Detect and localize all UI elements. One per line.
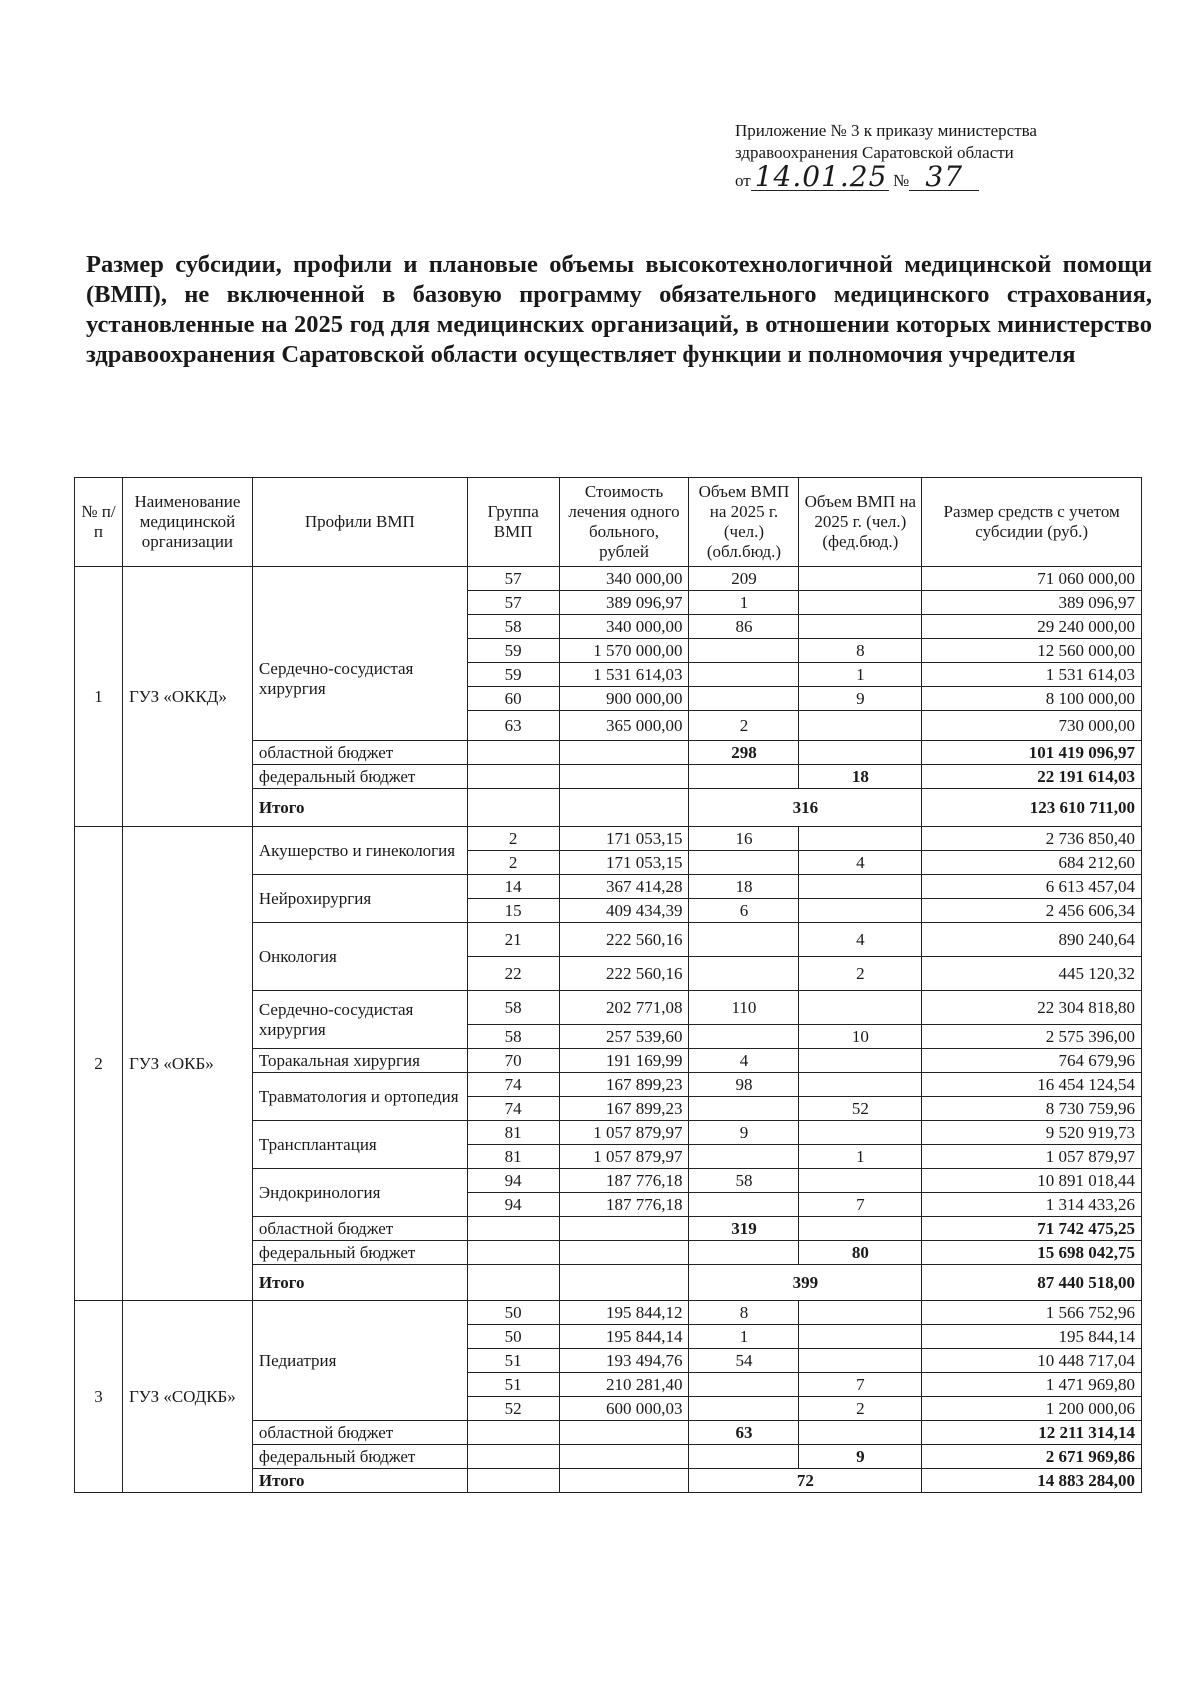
federal-amount: 22 191 614,03 xyxy=(922,765,1142,789)
regional-total: 63 xyxy=(689,1421,799,1445)
header-group: Группа ВМП xyxy=(467,478,559,567)
profile-name: Акушерство и гинекология xyxy=(252,827,467,875)
amount-cell: 2 736 850,40 xyxy=(922,827,1142,851)
volume-federal-cell xyxy=(799,1073,922,1097)
amount-cell: 8 730 759,96 xyxy=(922,1097,1142,1121)
volume-regional-cell xyxy=(689,1193,799,1217)
cost-cell: 257 539,60 xyxy=(559,1025,689,1049)
group-cell: 50 xyxy=(467,1301,559,1325)
volume-regional-cell: 1 xyxy=(689,591,799,615)
cost-cell: 1 057 879,97 xyxy=(559,1145,689,1169)
volume-regional-cell: 98 xyxy=(689,1073,799,1097)
group-cell: 57 xyxy=(467,567,559,591)
amount-cell: 10 891 018,44 xyxy=(922,1169,1142,1193)
amount-cell: 1 471 969,80 xyxy=(922,1373,1142,1397)
regional-budget-label: областной бюджет xyxy=(252,1217,467,1241)
amount-cell: 684 212,60 xyxy=(922,851,1142,875)
volume-federal-cell: 4 xyxy=(799,923,922,957)
cost-cell: 167 899,23 xyxy=(559,1097,689,1121)
header-volume-regional: Объем ВМП на 2025 г. (чел.) (обл.бюд.) xyxy=(689,478,799,567)
volume-federal-cell xyxy=(799,1121,922,1145)
volume-federal-cell xyxy=(799,1049,922,1073)
volume-regional-cell: 4 xyxy=(689,1049,799,1073)
total-volume: 399 xyxy=(689,1265,922,1301)
total-amount: 123 610 711,00 xyxy=(922,789,1142,827)
group-cell: 15 xyxy=(467,899,559,923)
volume-regional-cell xyxy=(689,923,799,957)
profile-name: Эндокринология xyxy=(252,1169,467,1217)
volume-federal-cell: 9 xyxy=(799,687,922,711)
cost-cell: 222 560,16 xyxy=(559,957,689,991)
amount-cell: 1 057 879,97 xyxy=(922,1145,1142,1169)
header-volume-federal: Объем ВМП на 2025 г. (чел.) (фед.бюд.) xyxy=(799,478,922,567)
cost-cell: 340 000,00 xyxy=(559,615,689,639)
amount-cell: 2 456 606,34 xyxy=(922,899,1142,923)
document-title: Размер субсидии, профили и плановые объемы высокотехнологичной медицинской помощи (ВМП), не включенной в базовую программу обязательного медицинского страхования, установленные на 2025 год для медицинских организаций, в отношении которых министерство здравоохранения Саратовской области осуществляет функции и полномочия учредителя xyxy=(86,251,1152,368)
cost-cell: 187 776,18 xyxy=(559,1193,689,1217)
cost-cell: 193 494,76 xyxy=(559,1349,689,1373)
regional-total: 319 xyxy=(689,1217,799,1241)
volume-regional-cell: 8 xyxy=(689,1301,799,1325)
amount-cell: 12 560 000,00 xyxy=(922,639,1142,663)
appendix-line-2: здравоохранения Саратовской области xyxy=(735,143,1014,162)
total-amount: 87 440 518,00 xyxy=(922,1265,1142,1301)
group-cell: 51 xyxy=(467,1349,559,1373)
cost-cell: 222 560,16 xyxy=(559,923,689,957)
header-org: Наименование медицинской организации xyxy=(122,478,252,567)
table-header-row xyxy=(75,478,1142,567)
amount-cell: 1 314 433,26 xyxy=(922,1193,1142,1217)
volume-regional-cell: 209 xyxy=(689,567,799,591)
volume-federal-cell: 2 xyxy=(799,957,922,991)
volume-federal-cell xyxy=(799,875,922,899)
amount-cell: 764 679,96 xyxy=(922,1049,1142,1073)
volume-regional-cell: 9 xyxy=(689,1121,799,1145)
cost-cell: 195 844,12 xyxy=(559,1301,689,1325)
volume-federal-cell: 1 xyxy=(799,1145,922,1169)
volume-federal-cell xyxy=(799,1169,922,1193)
header-cost: Стоимость лечения одного больного, рублей xyxy=(559,478,689,567)
vmp-table xyxy=(74,477,1142,1493)
federal-budget-label: федеральный бюджет xyxy=(252,1241,467,1265)
header-num: № п/п xyxy=(75,478,123,567)
group-cell: 74 xyxy=(467,1097,559,1121)
volume-federal-cell: 8 xyxy=(799,639,922,663)
volume-federal-cell: 10 xyxy=(799,1025,922,1049)
amount-cell: 445 120,32 xyxy=(922,957,1142,991)
group-cell: 59 xyxy=(467,663,559,687)
volume-federal-cell: 52 xyxy=(799,1097,922,1121)
amount-cell: 8 100 000,00 xyxy=(922,687,1142,711)
group-cell: 94 xyxy=(467,1169,559,1193)
total-volume: 316 xyxy=(689,789,922,827)
volume-regional-cell xyxy=(689,1097,799,1121)
amount-cell: 890 240,64 xyxy=(922,923,1142,957)
volume-regional-cell xyxy=(689,1397,799,1421)
regional-budget-label: областной бюджет xyxy=(252,741,467,765)
amount-cell: 1 200 000,06 xyxy=(922,1397,1142,1421)
profile-name: Нейрохирургия xyxy=(252,875,467,923)
volume-federal-cell xyxy=(799,591,922,615)
cost-cell: 1 531 614,03 xyxy=(559,663,689,687)
group-cell: 2 xyxy=(467,827,559,851)
amount-cell: 389 096,97 xyxy=(922,591,1142,615)
federal-total: 80 xyxy=(799,1241,922,1265)
org-name: ГУЗ «ОККД» xyxy=(122,567,252,827)
profile-name: Травматология и ортопедия xyxy=(252,1073,467,1121)
profile-name: Сердечно-сосудистая хирургия xyxy=(252,567,467,741)
group-cell: 58 xyxy=(467,615,559,639)
federal-total: 18 xyxy=(799,765,922,789)
volume-federal-cell xyxy=(799,711,922,741)
group-cell: 51 xyxy=(467,1373,559,1397)
group-cell: 60 xyxy=(467,687,559,711)
amount-cell: 1 531 614,03 xyxy=(922,663,1142,687)
volume-federal-cell xyxy=(799,991,922,1025)
order-date-line xyxy=(735,160,1135,193)
group-cell: 58 xyxy=(467,991,559,1025)
profile-name: Сердечно-сосудистая хирургия xyxy=(252,991,467,1049)
volume-regional-cell xyxy=(689,1145,799,1169)
profile-name: Педиатрия xyxy=(252,1301,467,1421)
number-label: № xyxy=(892,171,910,190)
regional-amount: 12 211 314,14 xyxy=(922,1421,1142,1445)
amount-cell: 6 613 457,04 xyxy=(922,875,1142,899)
cost-cell: 1 570 000,00 xyxy=(559,639,689,663)
federal-total: 9 xyxy=(799,1445,922,1469)
org-number: 1 xyxy=(75,567,123,827)
group-cell: 57 xyxy=(467,591,559,615)
volume-regional-cell xyxy=(689,663,799,687)
regional-total: 298 xyxy=(689,741,799,765)
volume-federal-cell: 2 xyxy=(799,1397,922,1421)
from-label: от xyxy=(735,171,751,190)
amount-cell: 29 240 000,00 xyxy=(922,615,1142,639)
regional-amount: 71 742 475,25 xyxy=(922,1217,1142,1241)
regional-budget-label: областной бюджет xyxy=(252,1421,467,1445)
federal-amount: 15 698 042,75 xyxy=(922,1241,1142,1265)
amount-cell: 9 520 919,73 xyxy=(922,1121,1142,1145)
group-cell: 74 xyxy=(467,1073,559,1097)
cost-cell: 365 000,00 xyxy=(559,711,689,741)
order-number: 37 xyxy=(909,164,979,191)
volume-regional-cell xyxy=(689,687,799,711)
volume-federal-cell xyxy=(799,1325,922,1349)
group-cell: 2 xyxy=(467,851,559,875)
volume-federal-cell: 4 xyxy=(799,851,922,875)
federal-amount: 2 671 969,86 xyxy=(922,1445,1142,1469)
total-label: Итого xyxy=(252,1469,467,1493)
cost-cell: 340 000,00 xyxy=(559,567,689,591)
volume-regional-cell: 6 xyxy=(689,899,799,923)
volume-federal-cell xyxy=(799,827,922,851)
cost-cell: 1 057 879,97 xyxy=(559,1121,689,1145)
cost-cell: 191 169,99 xyxy=(559,1049,689,1073)
amount-cell: 730 000,00 xyxy=(922,711,1142,741)
cost-cell: 900 000,00 xyxy=(559,687,689,711)
group-cell: 21 xyxy=(467,923,559,957)
volume-federal-cell xyxy=(799,615,922,639)
appendix-header xyxy=(735,120,1135,192)
cost-cell: 367 414,28 xyxy=(559,875,689,899)
profile-name: Трансплантация xyxy=(252,1121,467,1169)
amount-cell: 10 448 717,04 xyxy=(922,1349,1142,1373)
amount-cell: 16 454 124,54 xyxy=(922,1073,1142,1097)
group-cell: 81 xyxy=(467,1121,559,1145)
total-label: Итого xyxy=(252,1265,467,1301)
amount-cell: 195 844,14 xyxy=(922,1325,1142,1349)
volume-regional-cell: 16 xyxy=(689,827,799,851)
total-volume: 72 xyxy=(689,1469,922,1493)
table-row xyxy=(75,567,1142,591)
volume-federal-cell: 1 xyxy=(799,663,922,687)
table-row xyxy=(75,827,1142,851)
group-cell: 63 xyxy=(467,711,559,741)
group-cell: 22 xyxy=(467,957,559,991)
cost-cell: 210 281,40 xyxy=(559,1373,689,1397)
amount-cell: 2 575 396,00 xyxy=(922,1025,1142,1049)
volume-regional-cell xyxy=(689,1025,799,1049)
volume-regional-cell: 1 xyxy=(689,1325,799,1349)
cost-cell: 171 053,15 xyxy=(559,851,689,875)
group-cell: 50 xyxy=(467,1325,559,1349)
cost-cell: 389 096,97 xyxy=(559,591,689,615)
org-number: 2 xyxy=(75,827,123,1301)
group-cell: 81 xyxy=(467,1145,559,1169)
amount-cell: 22 304 818,80 xyxy=(922,991,1142,1025)
volume-regional-cell xyxy=(689,957,799,991)
group-cell: 94 xyxy=(467,1193,559,1217)
group-cell: 58 xyxy=(467,1025,559,1049)
volume-federal-cell xyxy=(799,567,922,591)
amount-cell: 71 060 000,00 xyxy=(922,567,1142,591)
org-name: ГУЗ «ОКБ» xyxy=(122,827,252,1301)
group-cell: 70 xyxy=(467,1049,559,1073)
cost-cell: 202 771,08 xyxy=(559,991,689,1025)
amount-cell: 1 566 752,96 xyxy=(922,1301,1142,1325)
volume-federal-cell xyxy=(799,899,922,923)
volume-federal-cell xyxy=(799,1301,922,1325)
group-cell: 52 xyxy=(467,1397,559,1421)
profile-name: Онкология xyxy=(252,923,467,991)
org-name: ГУЗ «СОДКБ» xyxy=(122,1301,252,1493)
volume-regional-cell xyxy=(689,851,799,875)
volume-regional-cell: 54 xyxy=(689,1349,799,1373)
volume-regional-cell: 110 xyxy=(689,991,799,1025)
cost-cell: 171 053,15 xyxy=(559,827,689,851)
federal-budget-label: федеральный бюджет xyxy=(252,1445,467,1469)
total-label: Итого xyxy=(252,789,467,827)
total-amount: 14 883 284,00 xyxy=(922,1469,1142,1493)
volume-regional-cell: 18 xyxy=(689,875,799,899)
volume-regional-cell: 58 xyxy=(689,1169,799,1193)
volume-federal-cell: 7 xyxy=(799,1373,922,1397)
volume-regional-cell: 2 xyxy=(689,711,799,741)
cost-cell: 167 899,23 xyxy=(559,1073,689,1097)
volume-regional-cell xyxy=(689,1373,799,1397)
cost-cell: 195 844,14 xyxy=(559,1325,689,1349)
volume-regional-cell: 86 xyxy=(689,615,799,639)
profile-name: Торакальная хирургия xyxy=(252,1049,467,1073)
cost-cell: 600 000,03 xyxy=(559,1397,689,1421)
group-cell: 59 xyxy=(467,639,559,663)
header-amount: Размер средств с учетом субсидии (руб.) xyxy=(922,478,1142,567)
order-date: 14.01.25 xyxy=(751,164,889,191)
cost-cell: 187 776,18 xyxy=(559,1169,689,1193)
volume-federal-cell: 7 xyxy=(799,1193,922,1217)
table-row xyxy=(75,1301,1142,1325)
federal-budget-label: федеральный бюджет xyxy=(252,765,467,789)
appendix-line-1: Приложение № 3 к приказу министерства xyxy=(735,121,1037,140)
volume-regional-cell xyxy=(689,639,799,663)
header-profile: Профили ВМП xyxy=(252,478,467,567)
regional-amount: 101 419 096,97 xyxy=(922,741,1142,765)
group-cell: 14 xyxy=(467,875,559,899)
org-number: 3 xyxy=(75,1301,123,1493)
volume-federal-cell xyxy=(799,1349,922,1373)
cost-cell: 409 434,39 xyxy=(559,899,689,923)
